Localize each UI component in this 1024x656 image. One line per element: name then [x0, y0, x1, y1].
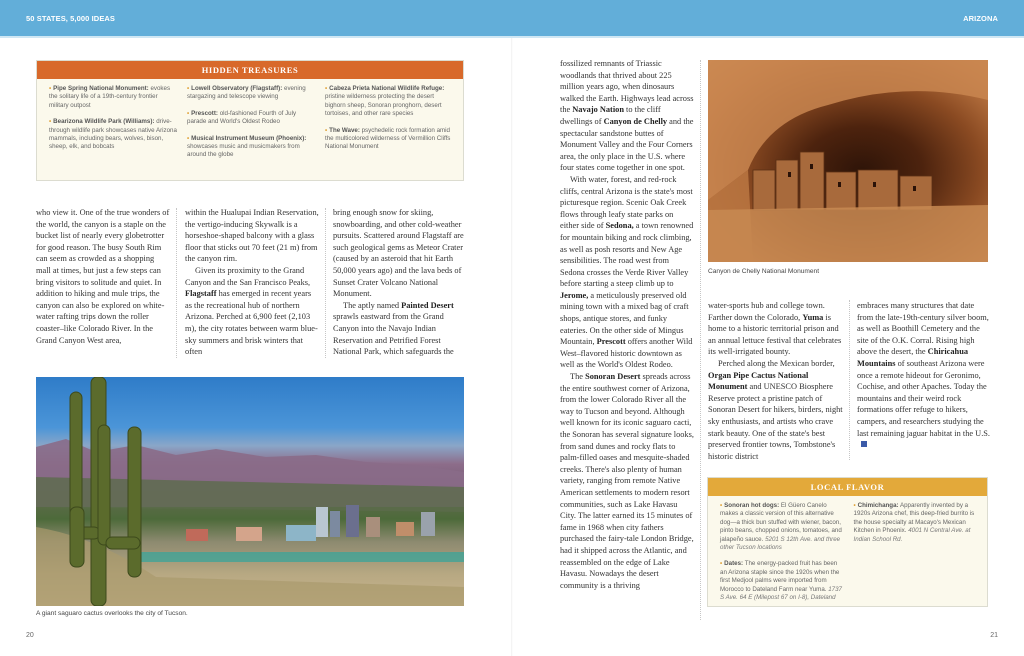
right-page-column-1 [560, 58, 694, 591]
right-page-column-3 [857, 300, 991, 451]
body-paragraph: water-sports hub and college town. Farther down the Colorado, Yuma is home to a historic territorial prison and an annual lettuce festival that celebrates its well-irrigated bounty. [708, 301, 842, 357]
body-paragraph: embraces many structures that date from the late-19th-century silver boom, as well as Boothill Cemetery and the site of the O.K. Corral. Rising high above the desert, the Chiricahua Mountains of southeast Arizona were once a remote hideout for Geronimo, Cochise, and other Apaches. Today the mountains and their weird rock formations offer refuge to hikers, campers, and researchers studying the last remaining jaguar habitat in the U.S. [857, 300, 991, 451]
column-rule [700, 60, 701, 620]
body-paragraph: within the Hualupai Indian Reservation, the vertigo-inducing Skywalk is a horseshoe-shaped balcony with a glass floor that sticks out 70 feet (21 m) from the canyon rim. [185, 208, 319, 264]
page-number-left: 20 [26, 632, 34, 639]
column-rule [176, 208, 177, 358]
list-item: • Prescott: old-fashioned Fourth of July parade and World's Oldest Rodeo [187, 109, 297, 126]
list-item: • Chimichanga: Apparently invented by a 1920s Arizona chef, this deep-fried burrito is the house specialty at Macayo's Mexican Kitchen in Phoenix. 4001 N Central Ave. at Indian School Rd. [853, 502, 975, 543]
end-of-article-icon [861, 441, 867, 447]
body-paragraph: bring enough snow for skiing, snowboarding, and other cold-weather pursuits. Scattered around Flagstaff are such geological gems as Meteor Crater (caused by an asteroid that hit Earth 50,000 years ago) and the lava beds of Sunset Crater Volcano National Monument. [333, 208, 464, 299]
book-title-label: 50 STATES, 5,000 IDEAS [26, 14, 116, 23]
photo-illustration [36, 377, 464, 606]
list-item: • Lowell Observatory (Flagstaff): evening stargazing and telescope viewing [187, 85, 306, 101]
list-item: • Sonoran hot dogs: El Güero Canelo makes a classic version of this alternative dog—a thick bun stuffed with wiener, bacon, pinto beans, chopped onions, tomatoes, and jalapeño sauce. 5201 S 12th Ave. and three other Tucson locations [720, 502, 842, 552]
body-paragraph: The Sonoran Desert spreads across the entire southwest corner of Arizona, from the lower Colorado River all the way to Tucson and beyond. Although well known for its iconic saguaro cacti, the Sonoran has several signature looks, from sand dunes and rocky flats to palm-filled oases and mesquite-shaded creeks. There's also plenty of human variety, ranging from remote Native American settlements to modern resort communities, such as Lake Havasu City. The latter earned its 15 minutes of fame in 1968 when city fathers purchased the fairy-tale London Bridge, had it shipped across the Atlantic, and reassembled on the edge of Lake Havasu. Nowadays the desert community is a thriving [560, 372, 694, 590]
column-rule [325, 208, 326, 358]
photo-illustration [708, 60, 988, 262]
left-page-column-2 [185, 207, 319, 358]
list-item: • Cabeza Prieta National Wildlife Refuge: pristine wilderness protecting the desert bighorn sheep, Sonoran pronghorn, desert tortoises, and other rare species [325, 85, 445, 118]
local-flavor-col-1 [720, 502, 844, 610]
tucson-saguaro-photo [36, 377, 464, 606]
hidden-treasures-col-2 [187, 85, 315, 168]
list-item: • Musical Instrument Museum (Phoenix): showcases music and musicmakers from around the globe [187, 134, 307, 159]
local-flavor-col-2 [854, 502, 978, 610]
hidden-treasures-title: HIDDEN TREASURES [37, 61, 463, 79]
hidden-treasures-box [36, 60, 464, 181]
local-flavor-title: LOCAL FLAVOR [708, 478, 987, 496]
body-paragraph: fossilized remnants of Triassic woodlands that thrived about 225 million years ago, when dinosaurs walked the Earth. Highways lead across the Navajo Nation to the cliff dwellings of Canyon de Chelly and the spectacular sandstone buttes of Monument Valley and the Four Corners area, the only place in the U.S. where four states come together in one spot. [560, 59, 694, 173]
left-page-column-1 [36, 207, 170, 346]
body-paragraph: The aptly named Painted Desert sprawls eastward from the Grand Canyon into the Navajo Indian Reservation and Petrified Forest National Park, which safeguards the [333, 300, 454, 357]
column-rule [849, 300, 850, 460]
chapter-state-label: ARIZONA [963, 14, 998, 23]
body-paragraph: Perched along the Mexican border, Organ Pipe Cactus National Monument and UNESCO Biosphere Reserve protect a pristine patch of Sonoran Desert for hikers, birders, night sky enthusiasts, and artists who crave stark beauty. One of the state's best preserved frontier towns, Tombstone's historic district [708, 358, 843, 461]
page-number-right: 21 [990, 632, 998, 639]
local-flavor-box [707, 477, 988, 607]
canyon-photo-caption: Canyon de Chelly National Monument [708, 268, 820, 275]
list-item: • The Wave: psychedelic rock formation amid the multicolored wilderness of Vermillion Cliffs National Monument [325, 126, 451, 151]
list-item: • Pipe Spring National Monument: evokes the solitary life of a 19th-century frontier military outpost [49, 85, 171, 109]
canyon-de-chelly-photo [708, 60, 988, 262]
body-paragraph: With water, forest, and red-rock cliffs, central Arizona is the state's most picturesque region. Scenic Oak Creek flows through leafy state parks on either side of Sedona, a town renowned for mountain biking and rock climbing, as well as posh resorts and New Age sensibilities. The road west from Sedona crosses the Verde River Valley before starting a steep climb up to Jerome, a meticulously preserved old mining town with a mixed bag of craft shops, antique stores, and funky eateries. On the other side of Mingus Mountain, Prescott offers another Wild West–flavored historic downtown as well as the World's Oldest Rodeo. [560, 174, 694, 370]
left-page-column-3 [333, 207, 467, 358]
hidden-treasures-col-3 [325, 85, 453, 168]
tucson-photo-caption: A giant saguaro cactus overlooks the city of Tucson. [36, 610, 188, 617]
page-gutter [511, 38, 513, 656]
body-paragraph: Given its proximity to the Grand Canyon and the San Francisco Peaks, Flagstaff has emerged in recent years as the recreational hub of northern Arizona. Perched at 6,900 feet (2,103 m), the city rotates between warm blue-sky summers and brisk winters that often [185, 265, 318, 357]
right-page-column-2 [708, 300, 844, 462]
list-item: • Dates: The energy-packed fruit has been an Arizona staple since the 1920s when the first Medjool palms were imported from Morocco to Dateland Farm near Yuma. 1737 S Ave. 64 E (Milepost 67 on I-8), Dateland [720, 560, 842, 602]
body-paragraph: who view it. One of the true wonders of the world, the canyon is a staple on the bucket list of nearly every globetrotter for good reason. The busy South Rim can seem as crowded as a shopping mall at times, but just a few steps can bring visitors to solitude and quiet. In addition to hiking and mule trips, the canyon can also be explored on white-water rafting trips down the roller coaster–like Colorado River. In the Grand Canyon West area, [36, 208, 170, 345]
hidden-treasures-col-1 [49, 85, 177, 168]
list-item: • Bearizona Wildlife Park (Williams): drive-through wildlife park showcases native Arizona mammals, including bears, wolves, bison, sheep, elk, and bobcats [49, 118, 177, 151]
running-header-bar [0, 0, 1024, 38]
